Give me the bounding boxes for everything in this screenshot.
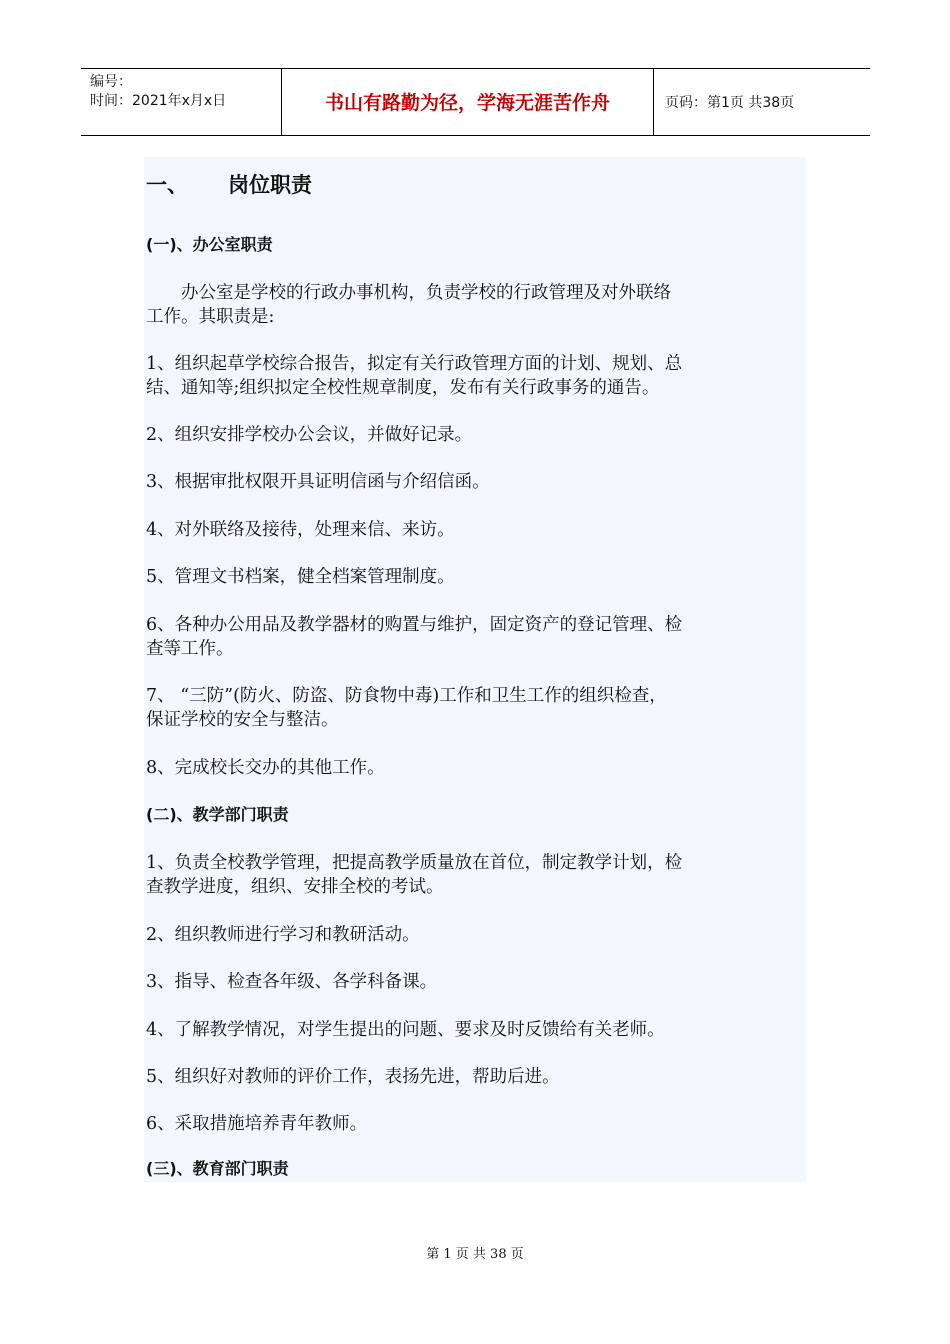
- section-title-office: (一)、办公室职责: [146, 235, 273, 254]
- office-duty-4: 4、对外联络及接待，处理来信、来访。: [146, 520, 455, 540]
- teaching-duty-5: 5、组织好对教师的评价工作，表扬先进，帮助后进。: [146, 1067, 560, 1087]
- main-heading: [146, 171, 312, 199]
- office-duty-1-line2: 结、通知等;组织拟定全校性规章制度，发布有关行政事务的通告。: [146, 378, 660, 398]
- office-duty-5: 5、管理文书档案，健全档案管理制度。: [146, 567, 455, 587]
- page-footer: 第 1 页 共 38 页: [426, 1247, 524, 1262]
- office-duty-1-line1: 1、组织起草学校综合报告，拟定有关行政管理方面的计划、规划、总: [146, 354, 683, 374]
- office-duty-6-line2: 查等工作。: [146, 639, 234, 659]
- office-duty-7-line2: 保证学校的安全与整洁。: [146, 710, 339, 730]
- teaching-duty-1-line1: 1、负责全校教学管理，把提高教学质量放在首位，制定教学计划，检: [146, 853, 683, 873]
- document-body: [144, 157, 806, 1182]
- page-header: [81, 68, 870, 136]
- section-title-teaching: (二)、教学部门职责: [146, 805, 289, 824]
- office-duty-8: 8、完成校长交办的其他工作。: [146, 758, 385, 778]
- header-page-info: 页码：第1页 共38页: [665, 95, 795, 111]
- header-motto: 书山有路勤为径，学海无涯苦作舟: [324, 92, 610, 114]
- intro-paragraph-line2: 工作。其职责是:: [146, 307, 275, 327]
- teaching-duty-4: 4、了解教学情况，对学生提出的问题、要求及时反馈给有关老师。: [146, 1020, 665, 1040]
- office-duty-2: 2、组织安排学校办公会议，并做好记录。: [146, 425, 473, 445]
- main-heading-number: 一、: [146, 173, 188, 197]
- header-left-cell: [81, 69, 282, 135]
- document-time-label: 时间：2021年x月x日: [90, 93, 227, 109]
- office-duty-6-line1: 6、各种办公用品及教学器材的购置与维护，固定资产的登记管理、检: [146, 615, 683, 635]
- office-duty-7-line1: 7、 “三防”(防火、防盗、防食物中毒)工作和卫生工作的组织检查，: [146, 686, 667, 706]
- section-title-education: (三)、教育部门职责: [146, 1159, 289, 1178]
- teaching-duty-1-line2: 查教学进度，组织、安排全校的考试。: [146, 877, 444, 897]
- teaching-duty-3: 3、指导、检查各年级、各学科备课。: [146, 972, 438, 992]
- teaching-duty-6: 6、采取措施培养青年教师。: [146, 1114, 368, 1134]
- intro-paragraph-line1: 办公室是学校的行政办事机构，负责学校的行政管理及对外联络: [146, 283, 671, 303]
- teaching-duty-2: 2、组织教师进行学习和教研活动。: [146, 925, 420, 945]
- document-number-label: 编号：: [90, 74, 132, 90]
- header-middle-cell: [282, 69, 654, 135]
- main-heading-text: 岗位职责: [228, 173, 312, 197]
- header-right-cell: [654, 69, 870, 135]
- office-duty-3: 3、根据审批权限开具证明信函与介绍信函。: [146, 472, 490, 492]
